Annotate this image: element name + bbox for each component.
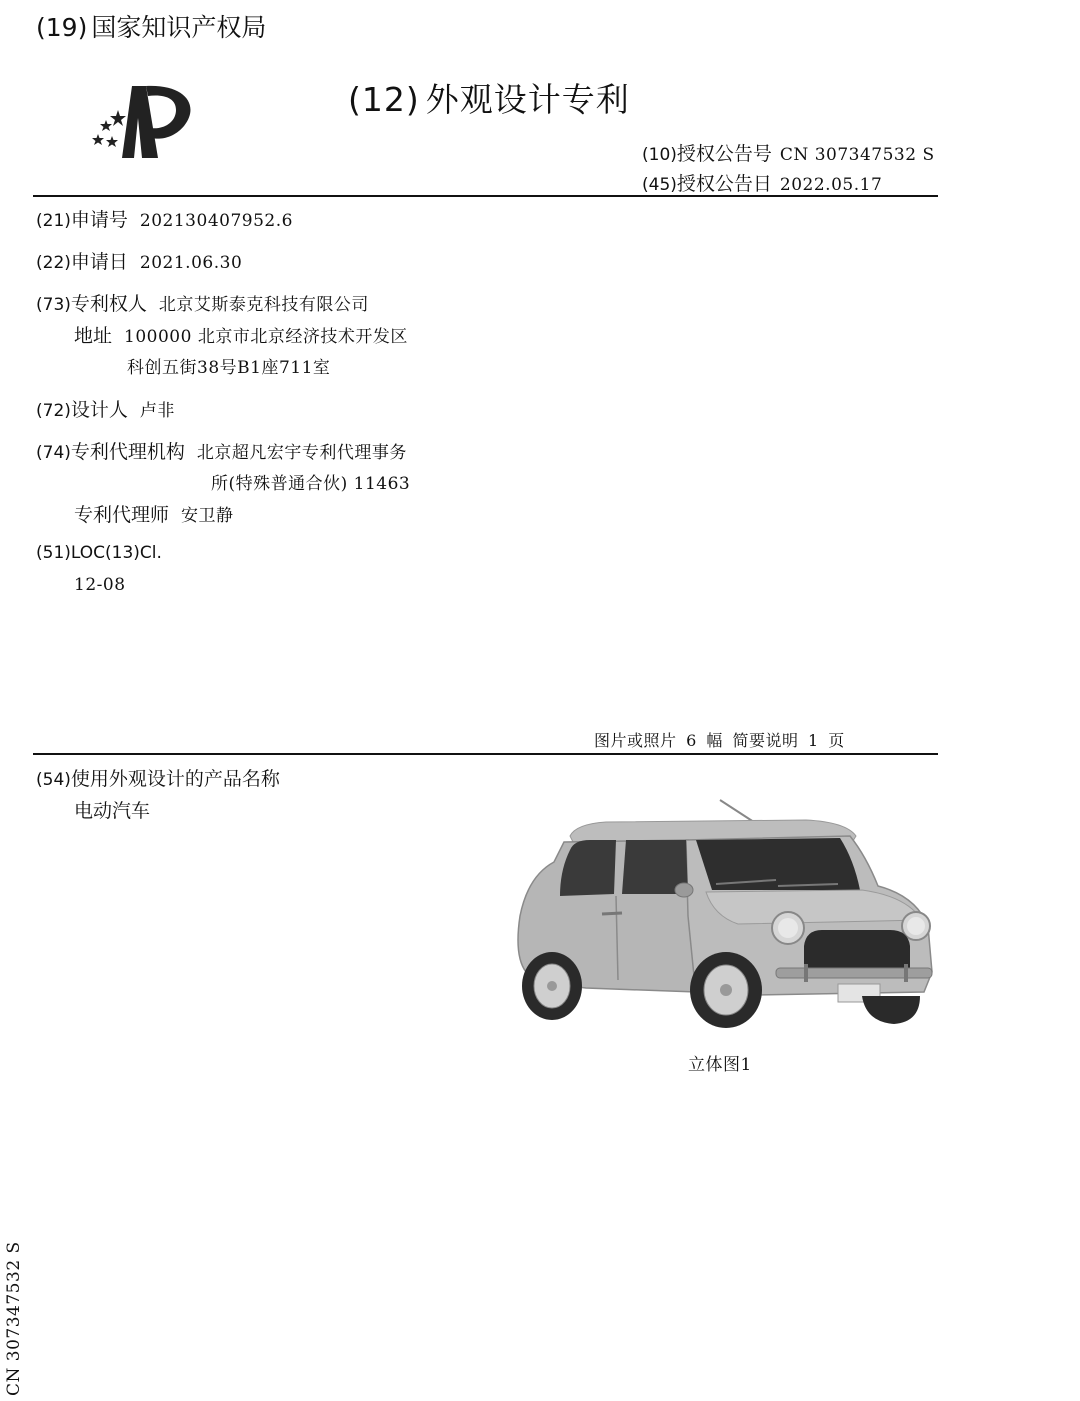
designer-row: (72)设计人 卢非 xyxy=(36,399,175,421)
header-divider xyxy=(33,195,938,197)
agency-line-2: 所(特殊普通合伙) 11463 xyxy=(211,474,411,494)
agent: 安卫静 xyxy=(181,506,234,526)
loc-value: 12-08 xyxy=(74,575,126,595)
product-name: 电动汽车 xyxy=(74,800,151,822)
address-row: 地址 100000 北京市北京经济技术开发区 xyxy=(74,325,408,347)
side-document-id: CN 307347532 S xyxy=(4,1241,24,1396)
agent-row: 专利代理师 安卫静 xyxy=(74,504,234,526)
office-name: 国家知识产权局 xyxy=(91,13,267,42)
product-name-row: (54)使用外观设计的产品名称 xyxy=(36,768,280,790)
publication-date: 2022.05.17 xyxy=(779,175,883,195)
office-heading xyxy=(36,8,266,44)
doc-type: 外观设计专利 xyxy=(425,80,630,119)
application-number-row: (21)申请号 202130407952.6 xyxy=(36,209,293,231)
publication-date-row: (45)授权公告日 2022.05.17 xyxy=(642,173,883,195)
application-number: 202130407952.6 xyxy=(139,211,293,231)
document-type-title xyxy=(348,74,630,121)
patentee: 北京艾斯泰克科技有限公司 xyxy=(158,295,369,315)
address-line-1: 100000 北京市北京经济技术开发区 xyxy=(124,327,408,347)
figure-caption: 立体图1 xyxy=(688,1055,752,1075)
figure-summary: 图片或照片 6 幅 简要说明 1 页 xyxy=(594,731,845,750)
address-line-2: 科创五街38号B1座711室 xyxy=(127,358,331,378)
loc-row: (51)LOC(13)Cl. xyxy=(36,543,162,563)
section-divider xyxy=(33,753,938,755)
publication-number: CN 307347532 S xyxy=(779,145,935,165)
agency-line-1: 北京超凡宏宇专利代理事务 xyxy=(196,443,407,463)
publication-number-row: (10)授权公告号 CN 307347532 S xyxy=(642,143,935,165)
agency-row: (74)专利代理机构 北京超凡宏宇专利代理事务 xyxy=(36,441,407,463)
office-code: (19) xyxy=(36,13,88,42)
doc-code: (12) xyxy=(348,80,420,119)
application-date-row: (22)申请日 2021.06.30 xyxy=(36,251,243,273)
patentee-row: (73)专利权人 北京艾斯泰克科技有限公司 xyxy=(36,293,369,315)
designer: 卢非 xyxy=(139,401,175,421)
application-date: 2021.06.30 xyxy=(139,253,243,273)
cnipa-logo-icon xyxy=(88,78,198,164)
car-illustration xyxy=(506,796,936,1032)
